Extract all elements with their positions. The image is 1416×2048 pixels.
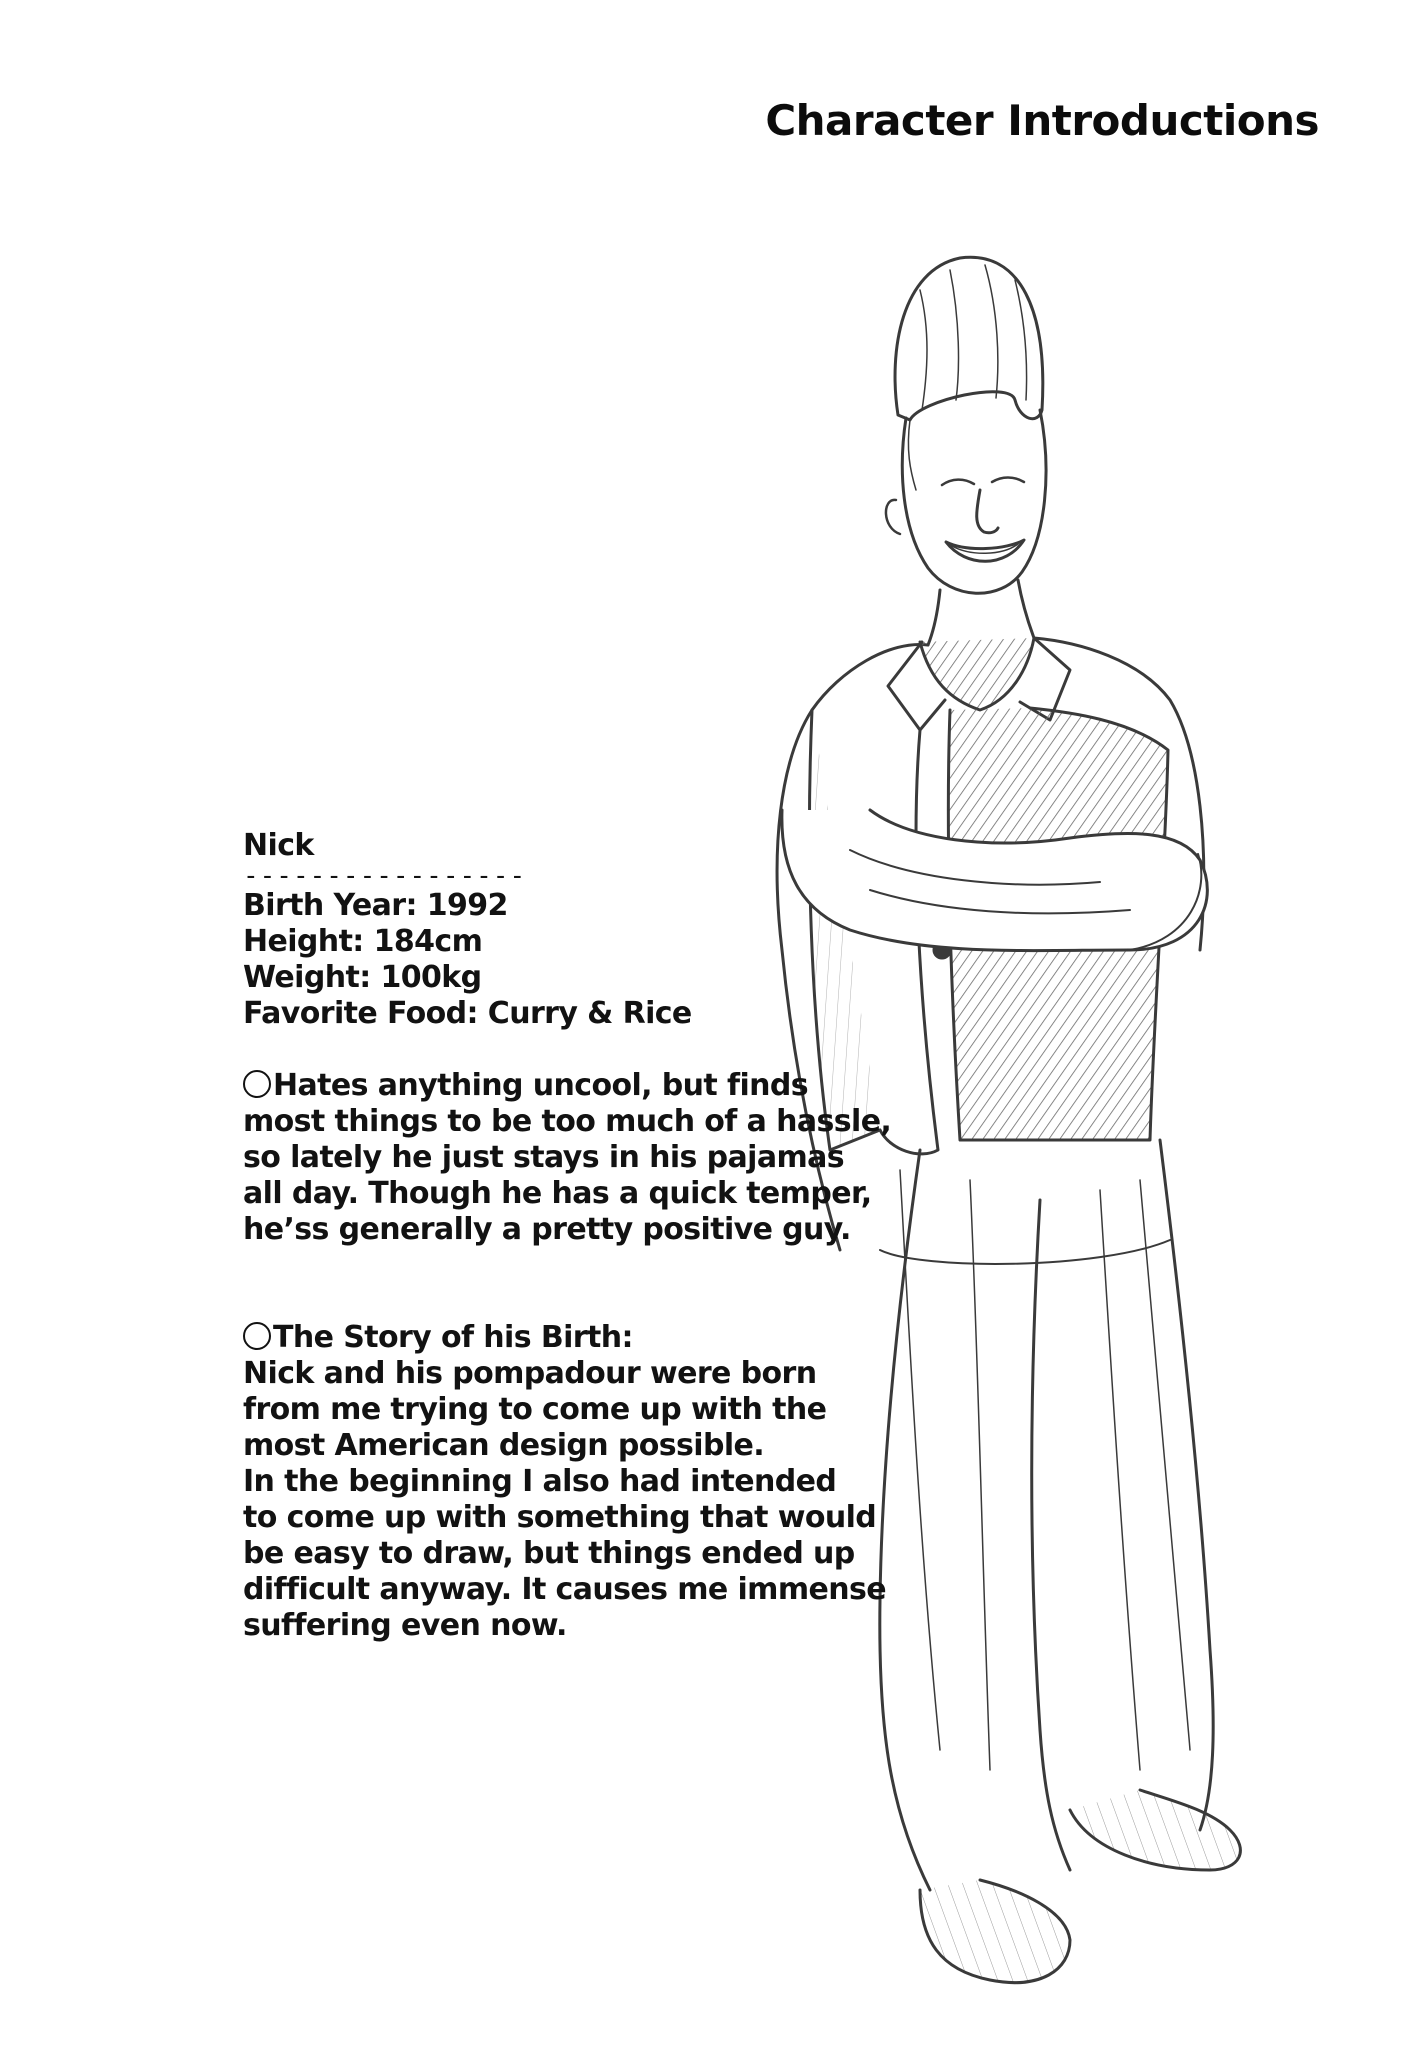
story-line: Nick and his pompadour were born xyxy=(243,1356,817,1391)
stat-value: 100kg xyxy=(380,960,482,995)
stat-birth-year xyxy=(243,888,863,924)
stat-height xyxy=(243,924,863,960)
story-line: suffering even now. xyxy=(243,1608,567,1643)
birth-story xyxy=(243,1320,886,1644)
description-line: all day. Though he has a quick temper, xyxy=(243,1176,872,1211)
stat-value: Curry & Rice xyxy=(487,996,692,1031)
character-name: Nick xyxy=(243,828,314,863)
stat-value: 1992 xyxy=(426,888,508,923)
divider-line: ----------------- xyxy=(243,861,527,891)
story-line: to come up with something that would xyxy=(243,1500,877,1535)
story-heading: The Story of his Birth: xyxy=(243,1320,863,1356)
description-line: most things to be too much of a hassle, xyxy=(243,1104,892,1139)
story-line: from me trying to come up with the xyxy=(243,1392,827,1427)
circle-bullet-icon xyxy=(243,1322,271,1350)
description-line: so lately he just stays in his pajamas xyxy=(243,1140,845,1175)
story-line: In the beginning I also had intended xyxy=(243,1464,837,1499)
stat-label: Favorite Food: xyxy=(243,996,478,1031)
stat-label: Birth Year: xyxy=(243,888,417,923)
story-line: most American design possible. xyxy=(243,1428,765,1463)
character-profile xyxy=(243,828,892,1644)
personality-description xyxy=(243,1068,892,1248)
description-line: Hates anything uncool, but finds xyxy=(243,1068,863,1104)
description-line: he’ss generally a pretty positive guy. xyxy=(243,1212,851,1247)
stat-weight xyxy=(243,960,863,996)
circle-bullet-icon xyxy=(243,1070,271,1098)
stat-favorite-food xyxy=(243,996,863,1032)
stat-value: 184cm xyxy=(373,924,483,959)
stat-label: Height: xyxy=(243,924,364,959)
page-title: Character Introductions xyxy=(765,96,1319,145)
story-line: be easy to draw, but things ended up xyxy=(243,1536,855,1571)
stat-label: Weight: xyxy=(243,960,371,995)
story-line: difficult anyway. It causes me immense xyxy=(243,1572,886,1607)
